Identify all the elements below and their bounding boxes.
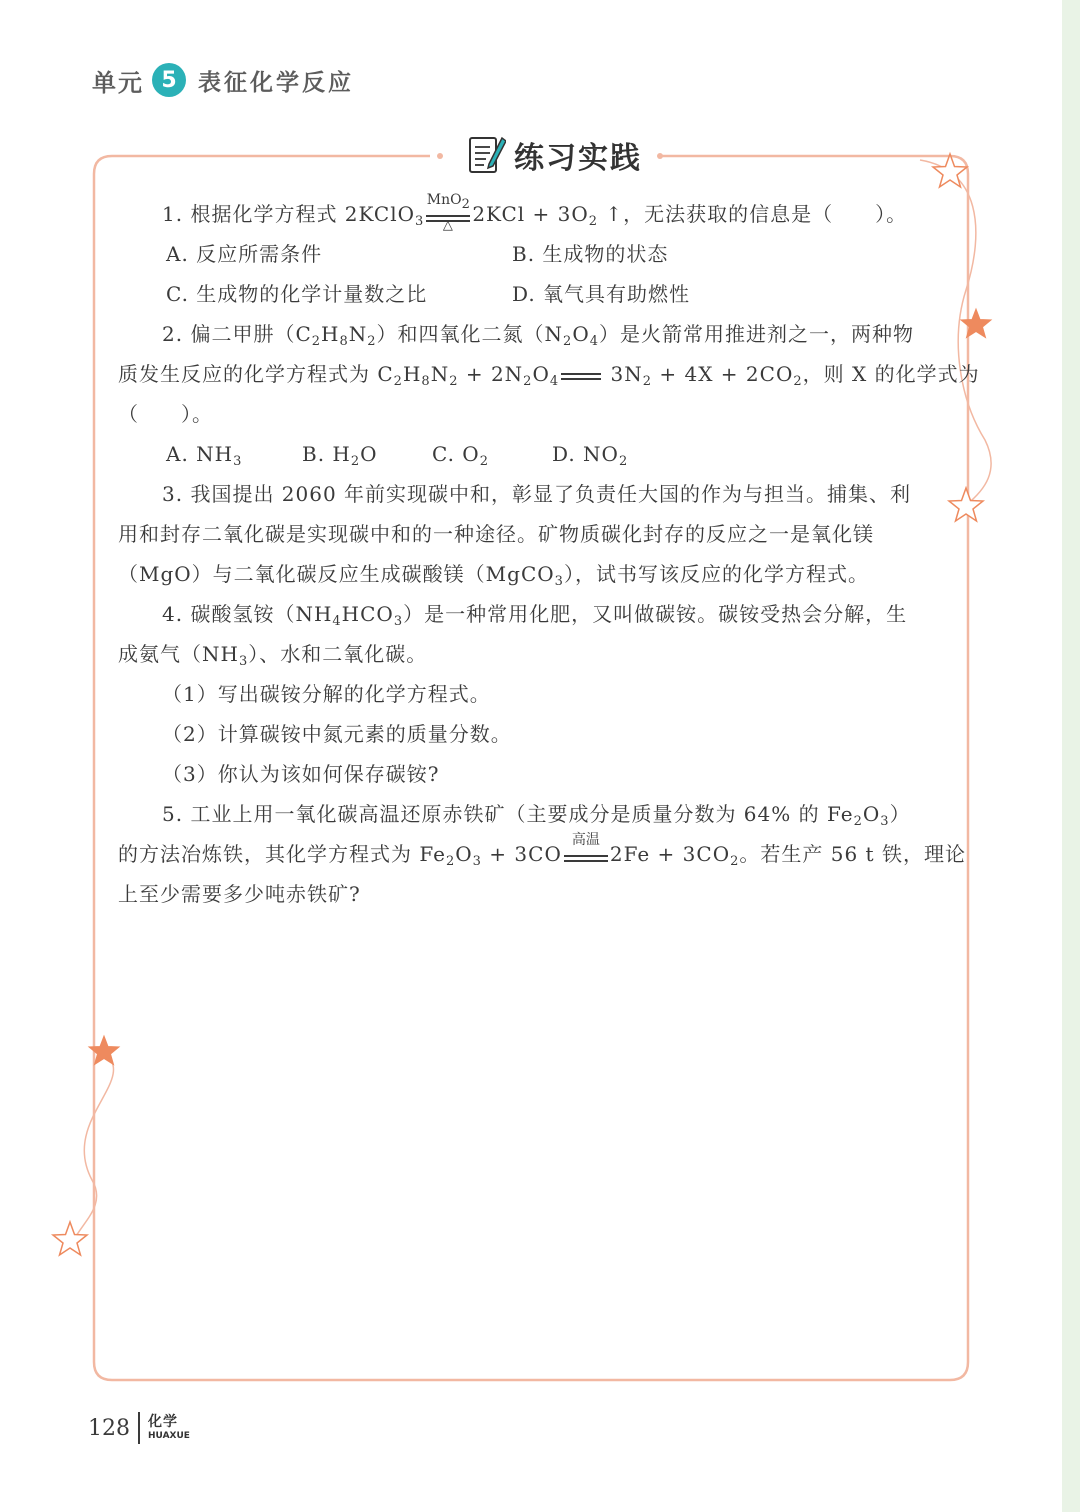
- exercise-content: [118, 192, 980, 914]
- reaction-condition: 高温: [564, 834, 608, 874]
- q5-line2: 的方法冶炼铁，其化学方程式为 $Fe_2O_3 + 3CO$ 高温 $2Fe + 3CO_2$。若生产 56 t 铁，理论: [118, 834, 944, 874]
- q4-part2: （2）计算碳铵中氮元素的质量分数。: [162, 722, 512, 746]
- unit-word: 单元: [92, 68, 144, 97]
- q2-options: [118, 434, 944, 474]
- q1-stem: 1. 根据化学方程式 2KClO$_3$ MnO$_2$ △ $2KCl + 3O_2$ ↑，无法获取的信息是（ ）。: [162, 192, 908, 233]
- q2-option-b: B. $H_2O$: [302, 442, 378, 469]
- q4-line2: 成氨气$(NH_3)$、水和二氧化碳。: [118, 642, 428, 669]
- section-title: [460, 130, 648, 180]
- page-footer: [88, 1408, 190, 1448]
- q4-part1: （1）写出碳铵分解的化学方程式。: [162, 682, 491, 706]
- q3-line1: 3. 我国提出 2060 年前实现碳中和，彰显了负责任大国的作为与担当。捕集、利: [162, 482, 912, 506]
- unit-title: 表征化学反应: [198, 69, 354, 96]
- q1-option-a: A. 反应所需条件: [166, 242, 323, 266]
- q5-line3: 上至少需要多少吨赤铁矿?: [118, 882, 361, 906]
- q3-line2: 用和封存二氧化碳是实现碳中和的一种途径。矿物质碳化封存的反应之一是氧化镁: [118, 522, 874, 546]
- footer-divider: [138, 1412, 140, 1444]
- star-filled-icon: [961, 309, 991, 338]
- q5-line1: 5. 工业上用一氧化碳高温还原赤铁矿（主要成分是质量分数为 64% 的 $Fe_2O_3$）: [162, 802, 911, 829]
- subject-en: HUAXUE: [148, 1431, 190, 1441]
- unit-number-badge: 5: [152, 63, 186, 97]
- reaction-condition: MnO$_2$ △: [426, 192, 470, 233]
- q1-option-b: B. 生成物的状态: [512, 242, 669, 266]
- q1-option-d: D. 氧气具有助燃性: [512, 282, 691, 306]
- q2-option-a: A. $NH_3$: [166, 442, 243, 469]
- q1-options-cd: [118, 274, 944, 314]
- subject-cn: 化学: [148, 1414, 178, 1430]
- q2-stem-line1: 2. 偏二甲肼$(C_2H_8N_2)$和四氧化二氮$(N_2O_4)$是火箭常用推进剂之一，两种物: [162, 322, 915, 349]
- q2-option-c: C. $O_2$: [432, 442, 489, 469]
- frame-dot-right: [657, 153, 663, 159]
- q4-part3: （3）你认为该如何保存碳铵?: [162, 762, 440, 786]
- equals-sign: [561, 354, 601, 394]
- page-number: 128: [88, 1415, 130, 1441]
- q3-line3: （MgO）与二氧化碳反应生成碳酸镁（MgCO$_3$），试书写该反应的化学方程式。: [118, 562, 869, 589]
- subject-brand: [148, 1415, 190, 1441]
- q2-stem-line2: 质发生反应的化学方程式为 $C_2H_8N_2 + 2N_2O_4$ $3N_2 + 4X + 2CO_2$，则 X 的化学式为: [118, 354, 944, 394]
- q2-option-d: D. $NO_2$: [552, 442, 629, 469]
- q1-option-c: C. 生成物的化学计量数之比: [166, 282, 428, 306]
- section-title-text: 练习实践: [514, 141, 642, 176]
- q4-line1: 4. 碳酸氢铵$(NH_4HCO_3)$是一种常用化肥，又叫做碳铵。碳铵受热会分解，生: [162, 602, 908, 629]
- q2-stem-line3: （ ）。: [118, 402, 213, 426]
- q1-options-ab: [118, 234, 944, 274]
- frame-dot-left: [437, 153, 443, 159]
- notepad-pencil-icon: [466, 132, 506, 178]
- ribbon-left: [72, 1052, 114, 1250]
